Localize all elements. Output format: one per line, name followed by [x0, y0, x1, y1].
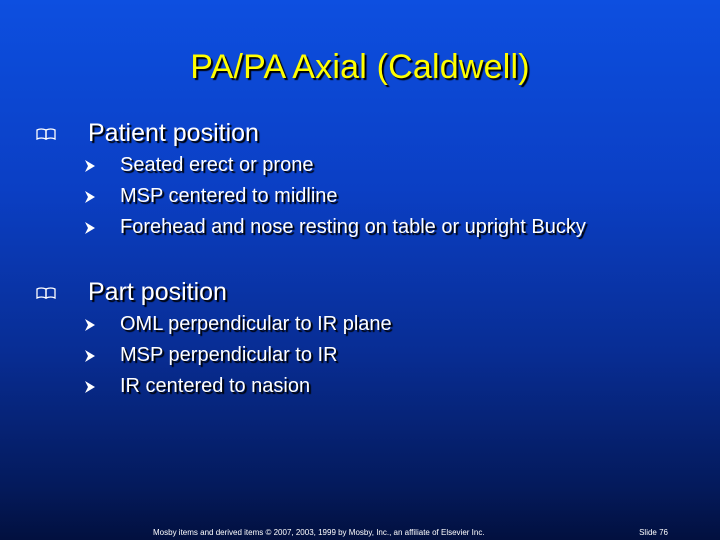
arrowhead-bullet-icon [84, 221, 96, 235]
section-heading-text: Part position [88, 278, 227, 306]
copyright-notice: Mosby items and derived items © 2007, 2003, 1999 by Mosby, Inc., an affiliate of Elsevier Inc. [153, 528, 485, 537]
arrowhead-bullet-icon [84, 159, 96, 173]
list-item-text: MSP centered to midline [120, 185, 338, 207]
slide-number: Slide 76 [639, 528, 668, 537]
list-item [84, 311, 640, 338]
list-item-text: OML perpendicular to IR plane [120, 313, 392, 335]
section-patient-position [36, 118, 686, 245]
arrowhead-bullet-icon [84, 349, 96, 363]
sub-item-list [36, 311, 686, 400]
arrowhead-bullet-icon [84, 380, 96, 394]
arrowhead-bullet-icon [84, 190, 96, 204]
section-heading-text: Patient position [88, 119, 259, 147]
book-bullet-icon [36, 287, 56, 299]
list-item [84, 373, 640, 400]
sub-item-list [36, 152, 686, 241]
list-item [84, 152, 640, 179]
list-item [84, 342, 640, 369]
section-heading [36, 118, 686, 148]
slide-title: PA/PA Axial (Caldwell) [190, 48, 530, 86]
list-item-text: IR centered to nasion [120, 375, 311, 397]
section-heading [36, 277, 686, 307]
list-item [84, 214, 640, 241]
list-item [84, 183, 640, 210]
arrowhead-bullet-icon [84, 318, 96, 332]
list-item-text: Seated erect or prone [120, 154, 314, 176]
section-part-position [36, 277, 686, 404]
book-bullet-icon [36, 128, 56, 140]
list-item-text: Forehead and nose resting on table or upright Bucky [120, 216, 586, 238]
list-item-text: MSP perpendicular to IR [120, 344, 338, 366]
